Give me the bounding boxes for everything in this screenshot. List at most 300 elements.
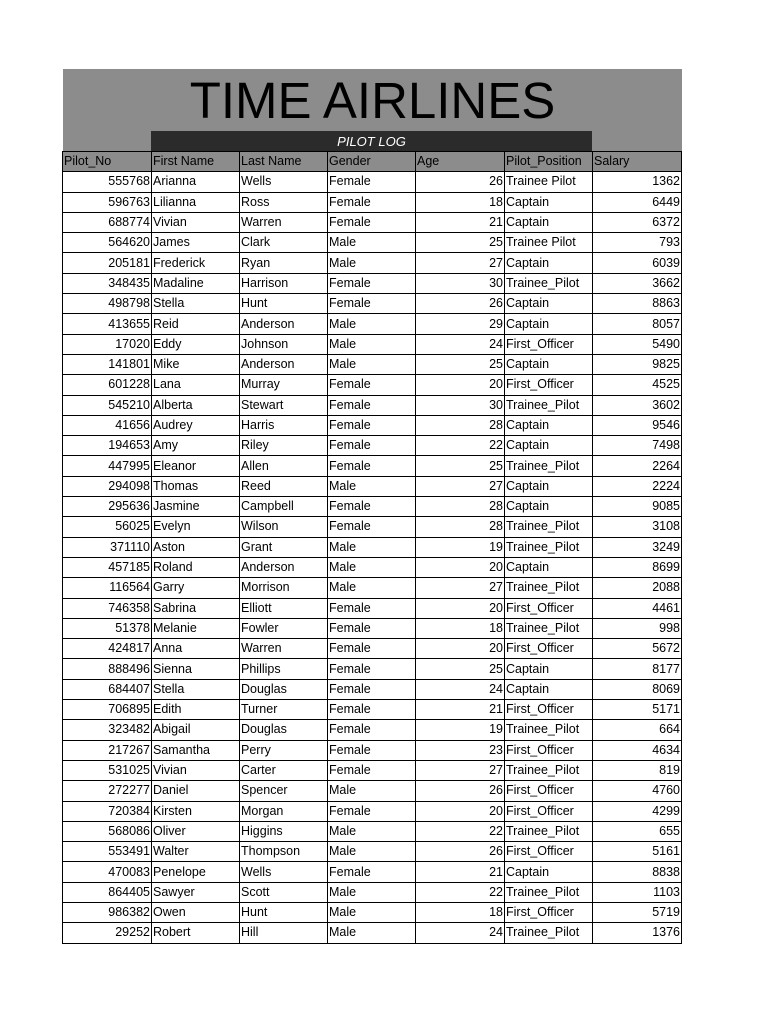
- pilot-position-cell: Captain: [505, 679, 593, 699]
- pilot-no-cell: 194653: [63, 436, 152, 456]
- age-cell: 25: [416, 233, 505, 253]
- age-cell: 28: [416, 497, 505, 517]
- first-name-cell: Anna: [152, 639, 240, 659]
- gender-cell: Male: [328, 821, 416, 841]
- salary-cell: 3249: [593, 537, 682, 557]
- gender-cell: Female: [328, 273, 416, 293]
- column-header-age: Age: [416, 152, 505, 172]
- column-header-last-name: Last Name: [240, 152, 328, 172]
- pilot-position-cell: Trainee_Pilot: [505, 395, 593, 415]
- pilot-no-cell: 56025: [63, 517, 152, 537]
- last-name-cell: Murray: [240, 375, 328, 395]
- pilot-no-cell: 272277: [63, 781, 152, 801]
- age-cell: 18: [416, 618, 505, 638]
- salary-cell: 4299: [593, 801, 682, 821]
- table-row: [63, 233, 682, 253]
- age-cell: 20: [416, 801, 505, 821]
- last-name-cell: Higgins: [240, 821, 328, 841]
- table-row: [63, 882, 682, 902]
- age-cell: 28: [416, 415, 505, 435]
- age-cell: 25: [416, 354, 505, 374]
- last-name-cell: Elliott: [240, 598, 328, 618]
- salary-cell: 1376: [593, 923, 682, 943]
- pilot-no-cell: 746358: [63, 598, 152, 618]
- age-cell: 27: [416, 476, 505, 496]
- salary-cell: 5672: [593, 639, 682, 659]
- table-row: [63, 801, 682, 821]
- age-cell: 21: [416, 212, 505, 232]
- first-name-cell: Sabrina: [152, 598, 240, 618]
- pilot-no-cell: 568086: [63, 821, 152, 841]
- salary-cell: 7498: [593, 436, 682, 456]
- pilot-no-cell: 470083: [63, 862, 152, 882]
- table-body: [63, 172, 682, 943]
- pilot-no-cell: 564620: [63, 233, 152, 253]
- table-row: [63, 598, 682, 618]
- first-name-cell: Roland: [152, 557, 240, 577]
- first-name-cell: Vivian: [152, 212, 240, 232]
- salary-cell: 8699: [593, 557, 682, 577]
- age-cell: 20: [416, 598, 505, 618]
- pilot-no-cell: 706895: [63, 700, 152, 720]
- age-cell: 27: [416, 578, 505, 598]
- pilot-no-cell: 348435: [63, 273, 152, 293]
- last-name-cell: Hunt: [240, 294, 328, 314]
- pilot-no-cell: 986382: [63, 902, 152, 922]
- last-name-cell: Stewart: [240, 395, 328, 415]
- pilot-no-cell: 116564: [63, 578, 152, 598]
- age-cell: 23: [416, 740, 505, 760]
- first-name-cell: Aston: [152, 537, 240, 557]
- table-row: [63, 192, 682, 212]
- gender-cell: Female: [328, 618, 416, 638]
- gender-cell: Female: [328, 700, 416, 720]
- table-row: [63, 842, 682, 862]
- pilot-no-cell: 217267: [63, 740, 152, 760]
- salary-cell: 6449: [593, 192, 682, 212]
- salary-cell: 8069: [593, 679, 682, 699]
- last-name-cell: Hunt: [240, 902, 328, 922]
- table-row: [63, 476, 682, 496]
- table-row: [63, 172, 682, 192]
- pilot-no-cell: 555768: [63, 172, 152, 192]
- salary-cell: 8177: [593, 659, 682, 679]
- age-cell: 26: [416, 172, 505, 192]
- salary-cell: 1362: [593, 172, 682, 192]
- last-name-cell: Johnson: [240, 334, 328, 354]
- table-row: [63, 314, 682, 334]
- pilot-no-cell: 413655: [63, 314, 152, 334]
- last-name-cell: Thompson: [240, 842, 328, 862]
- age-cell: 19: [416, 720, 505, 740]
- last-name-cell: Spencer: [240, 781, 328, 801]
- pilot-position-cell: Captain: [505, 212, 593, 232]
- salary-cell: 6372: [593, 212, 682, 232]
- table-row: [63, 212, 682, 232]
- gender-cell: Female: [328, 679, 416, 699]
- first-name-cell: Jasmine: [152, 497, 240, 517]
- pilot-position-cell: First_Officer: [505, 781, 593, 801]
- pilot-position-cell: Captain: [505, 862, 593, 882]
- pilot-position-cell: Captain: [505, 314, 593, 334]
- age-cell: 25: [416, 659, 505, 679]
- last-name-cell: Ross: [240, 192, 328, 212]
- first-name-cell: Garry: [152, 578, 240, 598]
- gender-cell: Female: [328, 415, 416, 435]
- pilot-no-cell: 51378: [63, 618, 152, 638]
- column-header-pilot-no: Pilot_No: [63, 152, 152, 172]
- salary-cell: 8057: [593, 314, 682, 334]
- gender-cell: Female: [328, 497, 416, 517]
- last-name-cell: Perry: [240, 740, 328, 760]
- salary-cell: 2088: [593, 578, 682, 598]
- gender-cell: Male: [328, 882, 416, 902]
- pilot-position-cell: Captain: [505, 436, 593, 456]
- first-name-cell: Eleanor: [152, 456, 240, 476]
- gender-cell: Male: [328, 314, 416, 334]
- gender-cell: Male: [328, 537, 416, 557]
- pilot-no-cell: 864405: [63, 882, 152, 902]
- gender-cell: Female: [328, 294, 416, 314]
- salary-cell: 5161: [593, 842, 682, 862]
- first-name-cell: Evelyn: [152, 517, 240, 537]
- pilot-position-cell: Trainee_Pilot: [505, 537, 593, 557]
- last-name-cell: Reed: [240, 476, 328, 496]
- first-name-cell: Robert: [152, 923, 240, 943]
- age-cell: 29: [416, 314, 505, 334]
- last-name-cell: Warren: [240, 212, 328, 232]
- pilot-position-cell: Trainee_Pilot: [505, 882, 593, 902]
- last-name-cell: Allen: [240, 456, 328, 476]
- pilot-position-cell: Trainee_Pilot: [505, 821, 593, 841]
- pilot-position-cell: Captain: [505, 253, 593, 273]
- gender-cell: Female: [328, 375, 416, 395]
- first-name-cell: Owen: [152, 902, 240, 922]
- pilot-position-cell: Captain: [505, 354, 593, 374]
- salary-cell: 5171: [593, 700, 682, 720]
- pilot-position-cell: Trainee_Pilot: [505, 456, 593, 476]
- table-row: [63, 821, 682, 841]
- table-row: [63, 334, 682, 354]
- gender-cell: Male: [328, 476, 416, 496]
- age-cell: 30: [416, 395, 505, 415]
- pilot-position-cell: Captain: [505, 415, 593, 435]
- last-name-cell: Douglas: [240, 720, 328, 740]
- age-cell: 20: [416, 557, 505, 577]
- salary-cell: 1103: [593, 882, 682, 902]
- salary-cell: 4461: [593, 598, 682, 618]
- salary-cell: 5490: [593, 334, 682, 354]
- header-block: [63, 69, 682, 152]
- last-name-cell: Warren: [240, 639, 328, 659]
- pilot-no-cell: 41656: [63, 415, 152, 435]
- salary-cell: 4760: [593, 781, 682, 801]
- salary-cell: 9825: [593, 354, 682, 374]
- first-name-cell: Oliver: [152, 821, 240, 841]
- salary-cell: 4525: [593, 375, 682, 395]
- table-row: [63, 720, 682, 740]
- table-row: [63, 781, 682, 801]
- age-cell: 25: [416, 456, 505, 476]
- age-cell: 19: [416, 537, 505, 557]
- first-name-cell: Amy: [152, 436, 240, 456]
- pilot-position-cell: Trainee_Pilot: [505, 273, 593, 293]
- gender-cell: Male: [328, 557, 416, 577]
- column-header-salary: Salary: [593, 152, 682, 172]
- salary-cell: 664: [593, 720, 682, 740]
- age-cell: 27: [416, 760, 505, 780]
- pilot-position-cell: First_Officer: [505, 334, 593, 354]
- first-name-cell: Arianna: [152, 172, 240, 192]
- last-name-cell: Clark: [240, 233, 328, 253]
- gender-cell: Female: [328, 192, 416, 212]
- pilot-no-cell: 294098: [63, 476, 152, 496]
- last-name-cell: Wells: [240, 862, 328, 882]
- first-name-cell: Reid: [152, 314, 240, 334]
- last-name-cell: Morgan: [240, 801, 328, 821]
- pilot-no-cell: 141801: [63, 354, 152, 374]
- pilot-position-cell: First_Officer: [505, 842, 593, 862]
- age-cell: 21: [416, 700, 505, 720]
- age-cell: 26: [416, 781, 505, 801]
- last-name-cell: Anderson: [240, 557, 328, 577]
- salary-cell: 3662: [593, 273, 682, 293]
- table-row: [63, 902, 682, 922]
- gender-cell: Male: [328, 578, 416, 598]
- gender-cell: Male: [328, 902, 416, 922]
- salary-cell: 998: [593, 618, 682, 638]
- table-row: [63, 354, 682, 374]
- table-row: [63, 639, 682, 659]
- age-cell: 22: [416, 882, 505, 902]
- gender-cell: Male: [328, 354, 416, 374]
- last-name-cell: Douglas: [240, 679, 328, 699]
- last-name-cell: Anderson: [240, 314, 328, 334]
- age-cell: 22: [416, 436, 505, 456]
- age-cell: 24: [416, 923, 505, 943]
- pilot-position-cell: First_Officer: [505, 598, 593, 618]
- age-cell: 18: [416, 192, 505, 212]
- table-row: [63, 659, 682, 679]
- last-name-cell: Harris: [240, 415, 328, 435]
- table-row: [63, 294, 682, 314]
- gender-cell: Female: [328, 720, 416, 740]
- age-cell: 18: [416, 902, 505, 922]
- first-name-cell: Sienna: [152, 659, 240, 679]
- pilot-no-cell: 688774: [63, 212, 152, 232]
- table-row: [63, 862, 682, 882]
- pilot-position-cell: First_Officer: [505, 375, 593, 395]
- last-name-cell: Anderson: [240, 354, 328, 374]
- table-row: [63, 273, 682, 293]
- table-row: [63, 557, 682, 577]
- age-cell: 24: [416, 679, 505, 699]
- table-row: [63, 456, 682, 476]
- pilot-position-cell: Trainee_Pilot: [505, 618, 593, 638]
- table-row: [63, 740, 682, 760]
- last-name-cell: Carter: [240, 760, 328, 780]
- age-cell: 21: [416, 862, 505, 882]
- first-name-cell: Melanie: [152, 618, 240, 638]
- pilot-position-cell: Trainee_Pilot: [505, 517, 593, 537]
- salary-cell: 819: [593, 760, 682, 780]
- last-name-cell: Morrison: [240, 578, 328, 598]
- age-cell: 24: [416, 334, 505, 354]
- column-header-pilot-position: Pilot_Position: [505, 152, 593, 172]
- pilot-position-cell: Captain: [505, 294, 593, 314]
- table-row: [63, 497, 682, 517]
- gender-cell: Female: [328, 517, 416, 537]
- salary-cell: 9546: [593, 415, 682, 435]
- gender-cell: Female: [328, 598, 416, 618]
- gender-cell: Male: [328, 781, 416, 801]
- pilot-no-cell: 17020: [63, 334, 152, 354]
- table-row: [63, 415, 682, 435]
- pilot-position-cell: Trainee_Pilot: [505, 578, 593, 598]
- last-name-cell: Phillips: [240, 659, 328, 679]
- first-name-cell: James: [152, 233, 240, 253]
- salary-cell: 2264: [593, 456, 682, 476]
- pilot-position-cell: First_Officer: [505, 639, 593, 659]
- pilot-no-cell: 424817: [63, 639, 152, 659]
- pilot-log-table: [62, 151, 682, 944]
- salary-cell: 4634: [593, 740, 682, 760]
- salary-cell: 8838: [593, 862, 682, 882]
- gender-cell: Female: [328, 801, 416, 821]
- column-header-first-name: First Name: [152, 152, 240, 172]
- first-name-cell: Frederick: [152, 253, 240, 273]
- pilot-position-cell: Captain: [505, 659, 593, 679]
- gender-cell: Female: [328, 395, 416, 415]
- pilot-position-cell: Trainee_Pilot: [505, 720, 593, 740]
- first-name-cell: Stella: [152, 294, 240, 314]
- gender-cell: Female: [328, 862, 416, 882]
- first-name-cell: Lilianna: [152, 192, 240, 212]
- pilot-no-cell: 596763: [63, 192, 152, 212]
- first-name-cell: Samantha: [152, 740, 240, 760]
- pilot-no-cell: 295636: [63, 497, 152, 517]
- table-row: [63, 436, 682, 456]
- first-name-cell: Kirsten: [152, 801, 240, 821]
- age-cell: 27: [416, 253, 505, 273]
- gender-cell: Female: [328, 659, 416, 679]
- salary-cell: 793: [593, 233, 682, 253]
- table-row: [63, 618, 682, 638]
- first-name-cell: Stella: [152, 679, 240, 699]
- gender-cell: Male: [328, 253, 416, 273]
- gender-cell: Female: [328, 760, 416, 780]
- last-name-cell: Riley: [240, 436, 328, 456]
- first-name-cell: Edith: [152, 700, 240, 720]
- age-cell: 20: [416, 375, 505, 395]
- pilot-no-cell: 601228: [63, 375, 152, 395]
- table-row: [63, 375, 682, 395]
- pilot-no-cell: 888496: [63, 659, 152, 679]
- gender-cell: Male: [328, 842, 416, 862]
- age-cell: 20: [416, 639, 505, 659]
- gender-cell: Female: [328, 172, 416, 192]
- pilot-position-cell: Captain: [505, 557, 593, 577]
- pilot-position-cell: First_Officer: [505, 902, 593, 922]
- salary-cell: 6039: [593, 253, 682, 273]
- pilot-position-cell: First_Officer: [505, 740, 593, 760]
- table-row: [63, 760, 682, 780]
- first-name-cell: Madaline: [152, 273, 240, 293]
- first-name-cell: Thomas: [152, 476, 240, 496]
- pilot-position-cell: First_Officer: [505, 700, 593, 720]
- first-name-cell: Lana: [152, 375, 240, 395]
- age-cell: 26: [416, 294, 505, 314]
- pilot-no-cell: 457185: [63, 557, 152, 577]
- table-row: [63, 253, 682, 273]
- age-cell: 22: [416, 821, 505, 841]
- column-header-gender: Gender: [328, 152, 416, 172]
- gender-cell: Male: [328, 334, 416, 354]
- pilot-no-cell: 531025: [63, 760, 152, 780]
- first-name-cell: Vivian: [152, 760, 240, 780]
- pilot-no-cell: 447995: [63, 456, 152, 476]
- first-name-cell: Penelope: [152, 862, 240, 882]
- pilot-position-cell: Captain: [505, 497, 593, 517]
- pilot-no-cell: 323482: [63, 720, 152, 740]
- table-row: [63, 517, 682, 537]
- salary-cell: 8863: [593, 294, 682, 314]
- last-name-cell: Fowler: [240, 618, 328, 638]
- pilot-no-cell: 371110: [63, 537, 152, 557]
- pilot-position-cell: Captain: [505, 476, 593, 496]
- gender-cell: Male: [328, 233, 416, 253]
- first-name-cell: Mike: [152, 354, 240, 374]
- last-name-cell: Wells: [240, 172, 328, 192]
- last-name-cell: Scott: [240, 882, 328, 902]
- first-name-cell: Walter: [152, 842, 240, 862]
- salary-cell: 9085: [593, 497, 682, 517]
- salary-cell: 2224: [593, 476, 682, 496]
- salary-cell: 3602: [593, 395, 682, 415]
- gender-cell: Female: [328, 639, 416, 659]
- last-name-cell: Hill: [240, 923, 328, 943]
- age-cell: 30: [416, 273, 505, 293]
- first-name-cell: Abigail: [152, 720, 240, 740]
- age-cell: 26: [416, 842, 505, 862]
- first-name-cell: Sawyer: [152, 882, 240, 902]
- table-row: [63, 537, 682, 557]
- pilot-no-cell: 29252: [63, 923, 152, 943]
- first-name-cell: Eddy: [152, 334, 240, 354]
- age-cell: 28: [416, 517, 505, 537]
- pilot-no-cell: 205181: [63, 253, 152, 273]
- table-row: [63, 923, 682, 943]
- last-name-cell: Campbell: [240, 497, 328, 517]
- pilot-position-cell: Trainee_Pilot: [505, 923, 593, 943]
- pilot-no-cell: 498798: [63, 294, 152, 314]
- pilot-no-cell: 553491: [63, 842, 152, 862]
- salary-cell: 3108: [593, 517, 682, 537]
- subtitle-bar: PILOT LOG: [151, 131, 592, 152]
- table-header-row: [63, 152, 682, 172]
- table-row: [63, 700, 682, 720]
- gender-cell: Female: [328, 456, 416, 476]
- pilot-no-cell: 720384: [63, 801, 152, 821]
- first-name-cell: Audrey: [152, 415, 240, 435]
- first-name-cell: Daniel: [152, 781, 240, 801]
- pilot-no-cell: 545210: [63, 395, 152, 415]
- pilot-no-cell: 684407: [63, 679, 152, 699]
- gender-cell: Female: [328, 212, 416, 232]
- salary-cell: 5719: [593, 902, 682, 922]
- first-name-cell: Alberta: [152, 395, 240, 415]
- table-row: [63, 679, 682, 699]
